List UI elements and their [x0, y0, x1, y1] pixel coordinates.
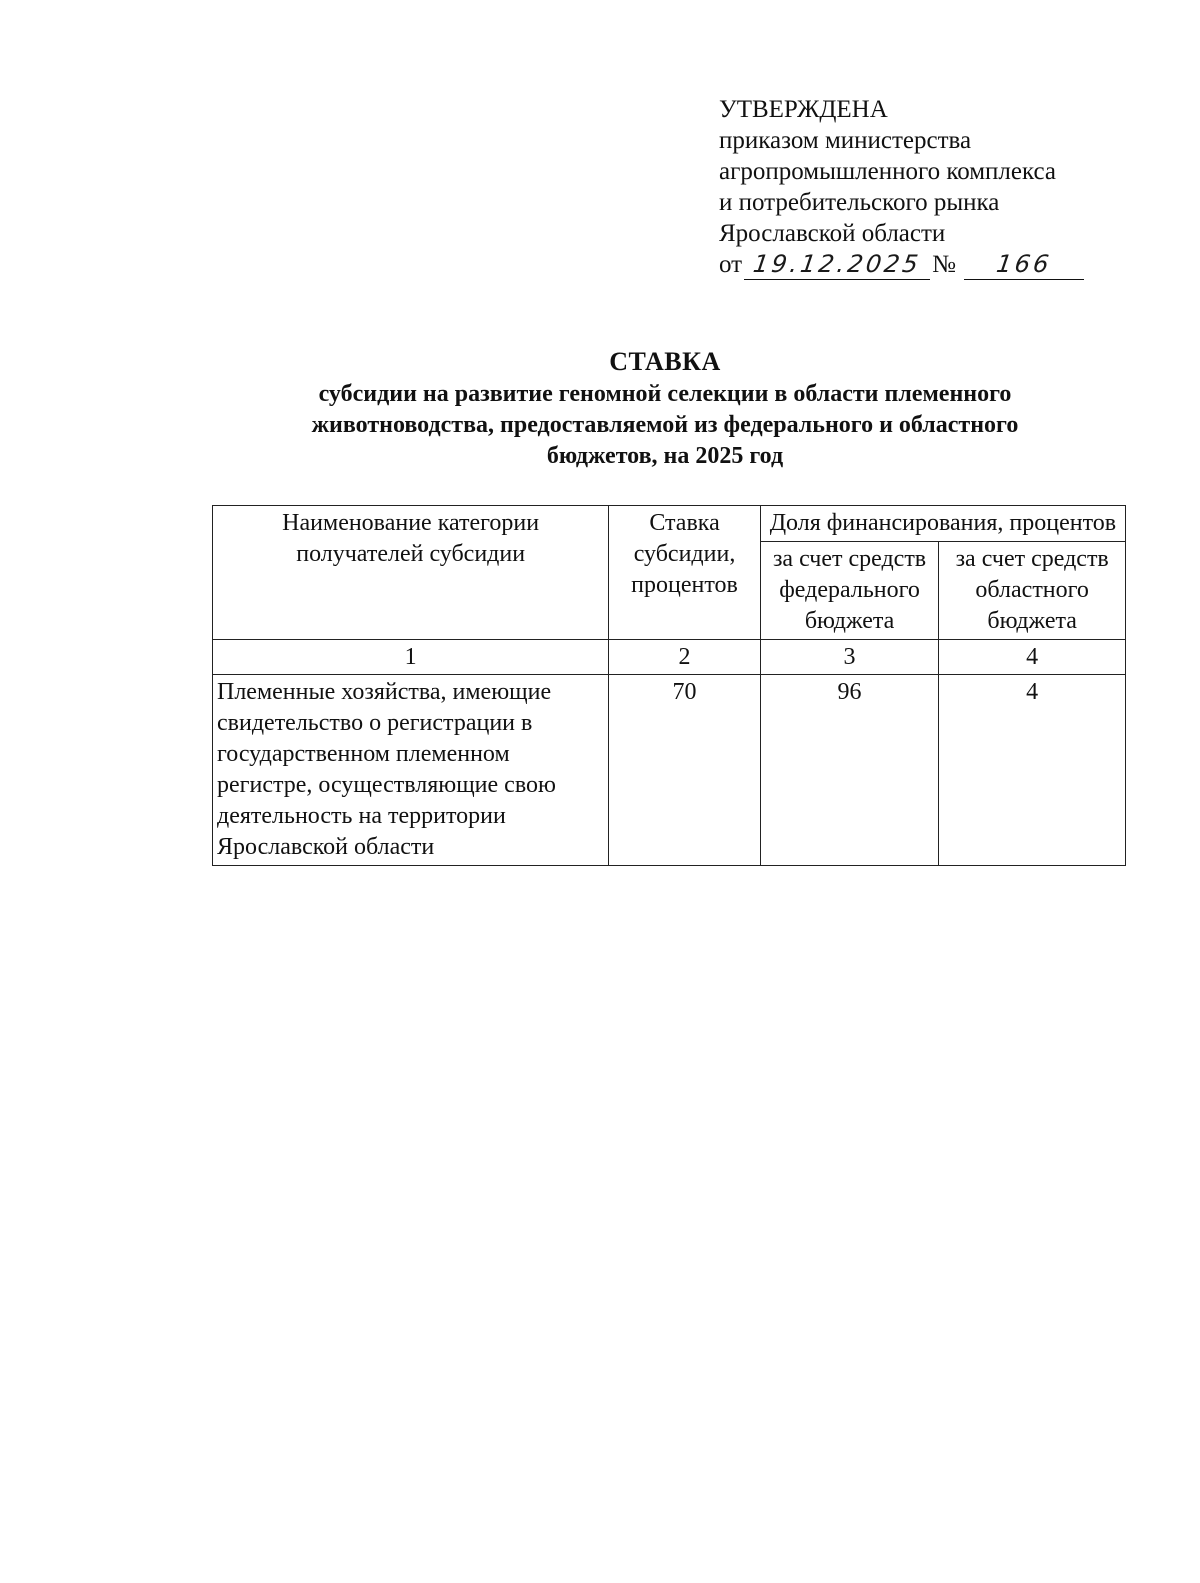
handwritten-date: 19.12.2025: [751, 250, 923, 278]
cell-federal: 96: [760, 675, 939, 866]
approval-line-4: Ярославской области: [719, 220, 946, 247]
cell-category: Племенные хозяйства, имеющие свидетельство о регистрации в государственном племенном регистре, осуществляющие свою деятельность на территории Ярославской области: [213, 675, 609, 866]
cell-regional: 4: [939, 675, 1126, 866]
header-category: Наименование категории получателей субсидии: [213, 506, 609, 640]
approval-date-line: [719, 249, 1139, 280]
column-number-row: [213, 640, 1126, 675]
approval-heading: УТВЕРЖДЕНА: [719, 96, 888, 123]
approval-line-2: агропромышленного комплекса: [719, 158, 1057, 185]
column-number: 2: [609, 640, 760, 675]
handwritten-number: 166: [994, 250, 1054, 278]
title-line-3: бюджетов, на 2025 год: [546, 443, 784, 469]
approval-line-3: и потребительского рынка: [719, 189, 1000, 216]
table-header-row: [213, 506, 1126, 542]
number-blank: [964, 251, 1084, 280]
header-rate: Ставка субсидии, процентов: [609, 506, 760, 640]
title-line-2: животноводства, предоставляемой из федерального и областного: [311, 412, 1019, 438]
subsidy-rate-table: [212, 505, 1126, 866]
approval-line-1: приказом министерства: [719, 127, 972, 154]
column-number: 1: [213, 640, 609, 675]
cell-rate: 70: [609, 675, 760, 866]
header-share: Доля финансирования, процентов: [760, 506, 1125, 542]
column-number: 3: [760, 640, 939, 675]
table-row: [213, 675, 1126, 866]
title-main: СТАВКА: [609, 347, 721, 376]
header-regional: за счет средств областного бюджета: [939, 542, 1126, 640]
header-federal: за счет средств федерального бюджета: [760, 542, 939, 640]
document-title: [200, 345, 1130, 472]
number-sign: №: [932, 251, 956, 278]
column-number: 4: [939, 640, 1126, 675]
title-line-1: субсидии на развитие геномной селекции в области племенного: [318, 381, 1012, 407]
date-blank: [744, 251, 930, 280]
date-prefix: от: [719, 251, 743, 278]
approval-stamp: [719, 94, 1139, 280]
